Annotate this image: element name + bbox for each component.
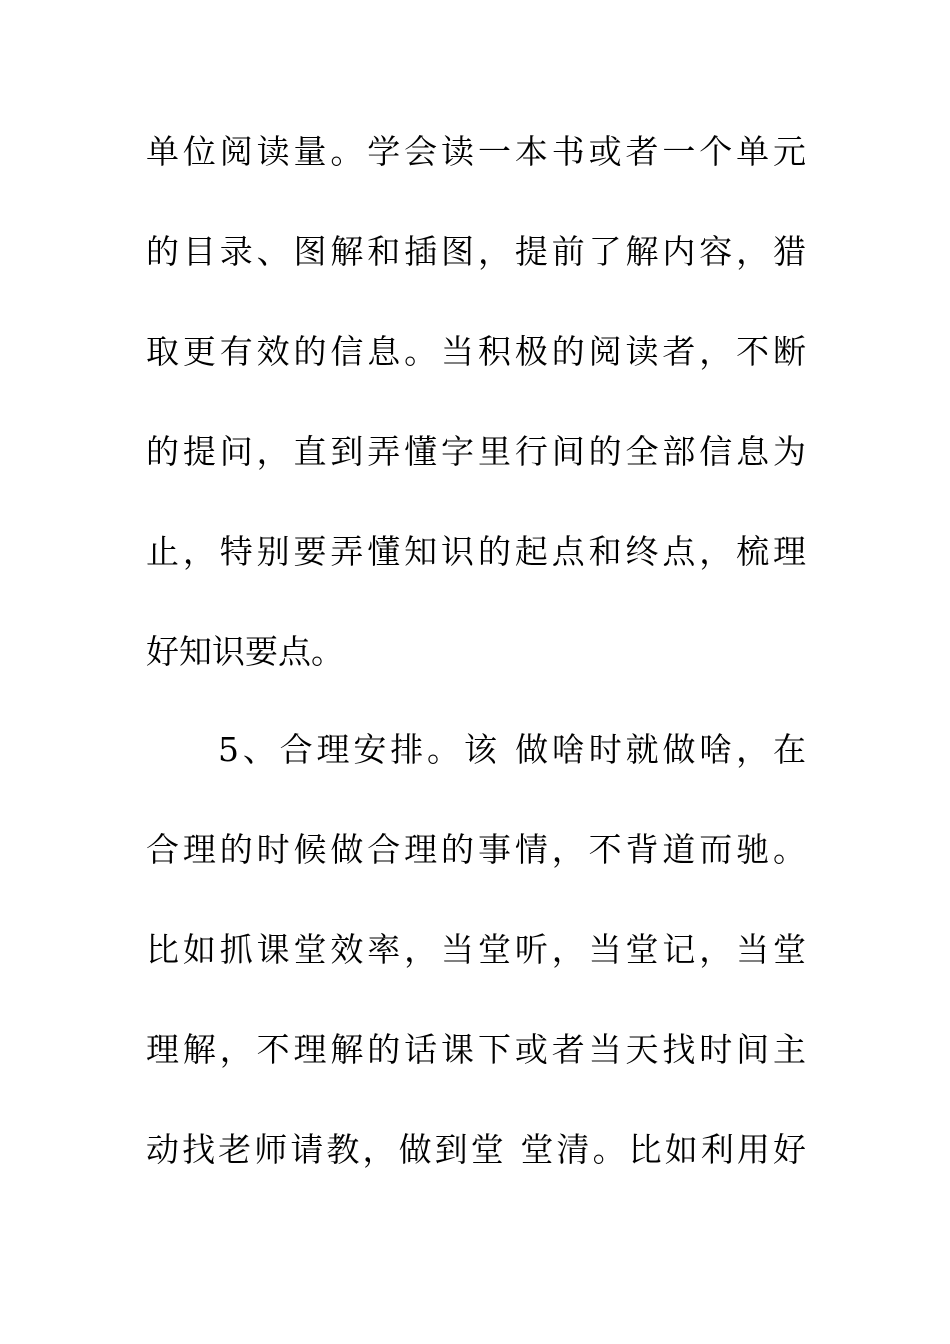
text-line-7: 5、合理安排。该 做啥时就做啥，在: [218, 730, 806, 769]
text-line-5: 止，特别要弄懂知识的起点和终点，梳理: [146, 532, 806, 571]
text-line-1: 单位阅读量。学会读一本书或者一个单元: [146, 132, 806, 171]
text-line-11: 动找老师请教，做到堂 堂清。比如利用好: [146, 1130, 806, 1169]
text-line-9: 比如抓课堂效率，当堂听，当堂记，当堂: [146, 930, 806, 969]
text-line-2: 的目录、图解和插图，提前了解内容，猎: [146, 232, 806, 271]
text-line-8: 合理的时候做合理的事情，不背道而驰。: [146, 830, 806, 869]
text-line-4: 的提问，直到弄懂字里行间的全部信息为: [146, 432, 806, 471]
text-line-3: 取更有效的信息。当积极的阅读者，不断: [146, 332, 806, 371]
text-line-10: 理解，不理解的话课下或者当天找时间主: [146, 1030, 806, 1069]
text-line-6: 好知识要点。: [146, 632, 344, 671]
